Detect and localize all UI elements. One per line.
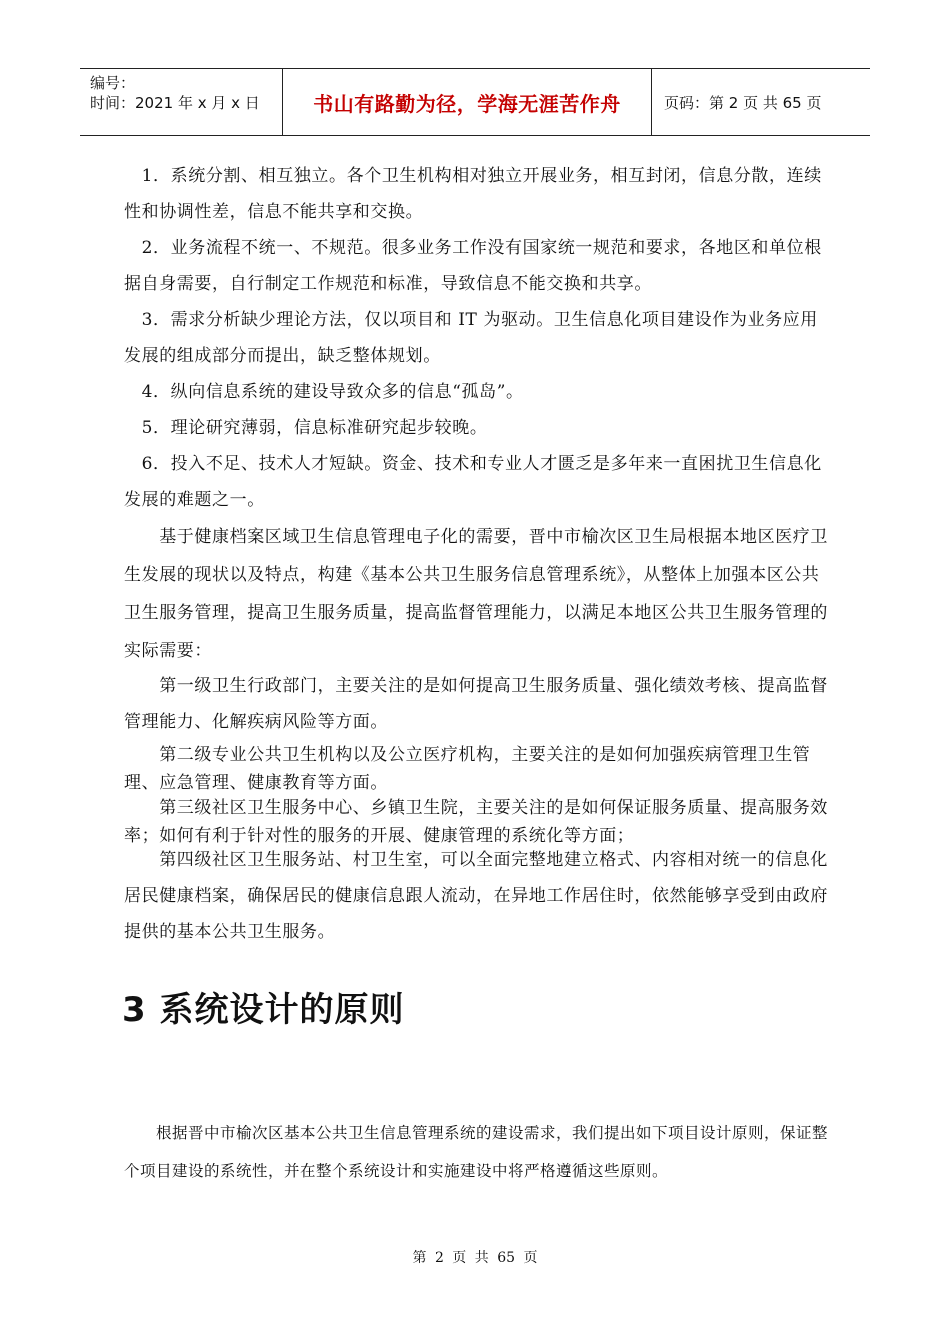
body-paragraph-3: 3．需求分析缺少理论方法，仅以项目和 IT 为驱动。卫生信息化项目建设作为业务应用发展的组成部分而提出，缺乏整体规划。: [124, 310, 818, 366]
header-date-label: 时间：2021 年 x 月 x 日: [90, 94, 260, 112]
header-motto: 书山有路勤为径，学海无涯苦作舟: [282, 69, 652, 135]
header-meta: [80, 69, 282, 135]
body-paragraph-11: 第四级社区卫生服务站、村卫生室，可以全面完整地建立格式、内容相对统一的信息化居民健康档案，确保居民的健康信息跟人流动，在异地工作居住时，依然能够享受到由政府提供的基本公共卫生服务。: [124, 850, 828, 942]
body-paragraph-6: 6．投入不足、技术人才短缺。资金、技术和专业人才匮乏是多年来一直困扰卫生信息化发展的难题之一。: [124, 454, 822, 510]
body-paragraph-1: 1．系统分割、相互独立。各个卫生机构相对独立开展业务，相互封闭，信息分散，连续性和协调性差，信息不能共享和交换。: [124, 166, 822, 222]
body-paragraph-10: 第三级社区卫生服务中心、乡镇卫生院，主要关注的是如何保证服务质量、提高服务效率；如何有利于针对性的服务的开展、健康管理的系统化等方面；: [124, 798, 828, 846]
page-header: [80, 68, 870, 136]
section-intro: 根据晋中市榆次区基本公共卫生信息管理系统的建设需求，我们提出如下项目设计原则，保证整个项目建设的系统性，并在整个系统设计和实施建设中将严格遵循这些原则。: [124, 1124, 829, 1180]
body-paragraph-8: 第一级卫生行政部门，主要关注的是如何提高卫生服务质量、强化绩效考核、提高监督管理能力、化解疾病风险等方面。: [124, 676, 828, 732]
header-page-info: 页码：第 2 页 共 65 页: [664, 93, 822, 112]
section-heading: 3 系统设计的原则: [122, 990, 405, 1030]
body-paragraph-5: 5．理论研究薄弱，信息标准研究起步较晚。: [124, 418, 488, 438]
page-footer: 第 2 页 共 65 页: [412, 1250, 538, 1266]
body-paragraph-9: 第二级专业公共卫生机构以及公立医疗机构，主要关注的是如何加强疾病管理卫生管理、应急管理、健康教育等方面。: [124, 745, 811, 793]
header-number-label: 编号：: [90, 74, 136, 92]
body-paragraph-4: 4．纵向信息系统的建设导致众多的信息“孤岛”。: [124, 382, 524, 402]
body-paragraph-7: 基于健康档案区域卫生信息管理电子化的需要，晋中市榆次区卫生局根据本地区医疗卫生发展的现状以及特点，构建《基本公共卫生服务信息管理系统》，从整体上加强本区公共卫生服务管理，提高卫生服务质量，提高监督管理能力，以满足本地区公共卫生服务管理的实际需要：: [124, 527, 828, 661]
body-paragraph-2: 2．业务流程不统一、不规范。很多业务工作没有国家统一规范和要求，各地区和单位根据自身需要，自行制定工作规范和标准，导致信息不能交换和共享。: [124, 238, 822, 294]
